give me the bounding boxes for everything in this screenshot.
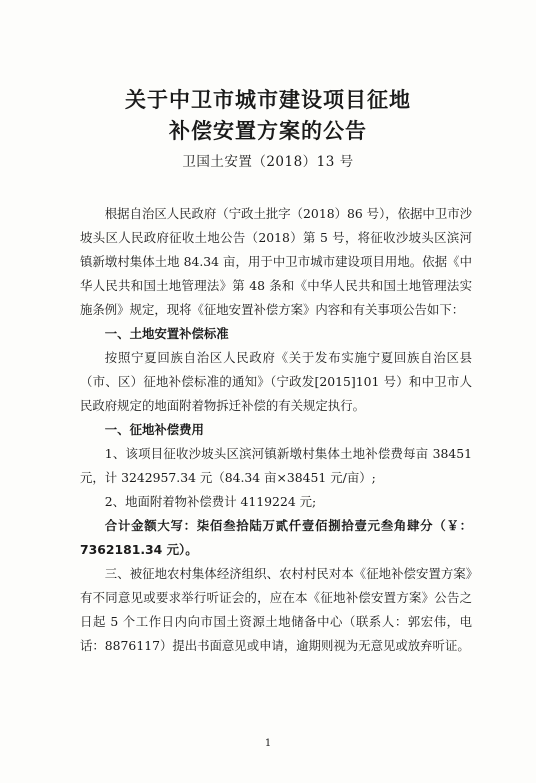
paragraph-hearing-notice: 三、被征地农村集体经济组织、农村村民对本《征地补偿安置方案》有不同意见或要求举行听证会的，应在本《征地补偿安置方案》公告之日起 5 个工作日内向市国土资源土地储备中心（联系人：郭宏伟，电话：8876117）提出书面意见或申请，逾期则视为无意见或放弃听证。 bbox=[80, 566, 472, 653]
document-title-line2: 补偿安置方案的公告 bbox=[169, 119, 367, 143]
paragraph-attachment-fee: 2、地面附着物补偿费计 4119224 元; bbox=[104, 494, 317, 509]
section-heading-compensation-standard: 一、土地安置补偿标准 bbox=[104, 326, 229, 341]
document-number: 卫国土安置（2018）13 号 bbox=[182, 154, 354, 170]
paragraph-intro: 根据自治区人民政府（宁政土批字（2018）86 号），依据中卫市沙坡头区人民政府征收土地公告（2018）第 5 号，将征收沙坡头区滨河镇新墩村集体土地 84.34 亩，用于中卫市城市建设项目用地。依据《中华人民共和国土地管理法》第 48 条和《中华人民共和国土地管理法实施条例》规定，现将《征地安置补偿方案》内容和有关事项公告如下： bbox=[80, 206, 472, 317]
document-title-line1: 关于中卫市城市建设项目征地 bbox=[125, 88, 411, 112]
paragraph-standard: 按照宁夏回族自治区人民政府《关于发布实施宁夏回族自治区县（市、区）征地补偿标准的通知》（宁政发[2015]101 号）和中卫市人民政府规定的地面附着物拆迁补偿的有关规定执行。 bbox=[80, 350, 472, 413]
paragraph-total-amount: 合计金额大写：柒佰叁拾陆万贰仟壹佰捌拾壹元叁角肆分（￥：7362181.34 元）。 bbox=[80, 518, 472, 557]
section-heading-compensation-fees: 一、征地补偿费用 bbox=[104, 422, 204, 437]
paragraph-land-fee: 1、该项目征收沙坡头区滨河镇新墩村集体土地补偿费每亩 38451 元，计 3242957.34 元（84.34 亩×38451 元/亩）; bbox=[80, 446, 472, 485]
document-body bbox=[80, 202, 472, 658]
page-number: 1 bbox=[264, 738, 272, 749]
